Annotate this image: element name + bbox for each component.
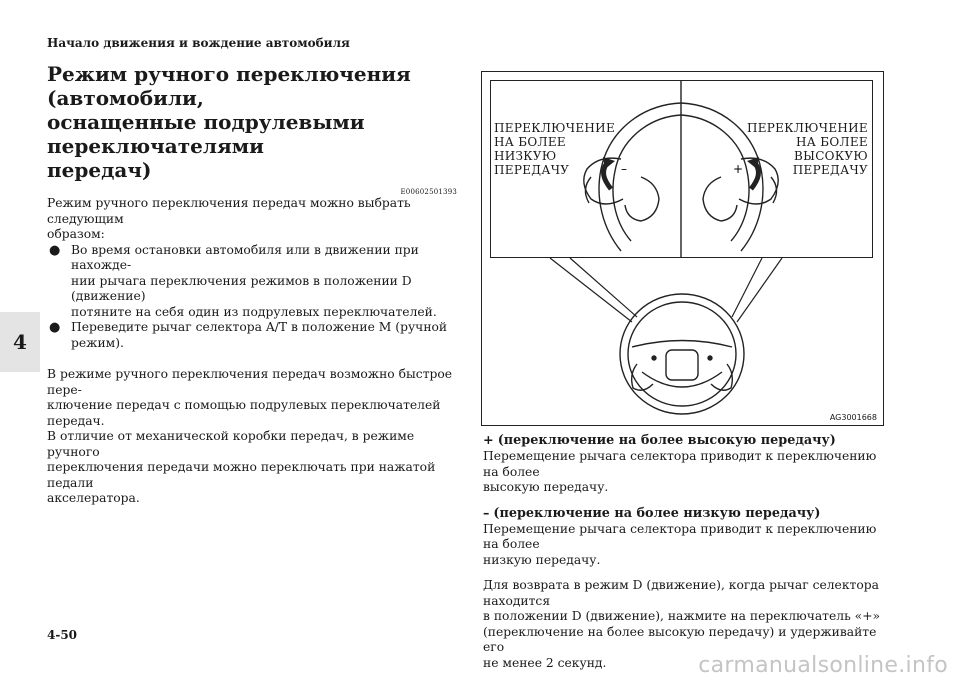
downshift-paragraph	[483, 522, 893, 569]
label-line: ПЕРЕКЛЮЧЕНИЕ	[746, 121, 868, 135]
title-line: передач)	[47, 158, 152, 182]
figure-code: AG3001668	[829, 413, 877, 422]
steering-wheel-overview	[620, 294, 744, 414]
page-number: 4-50	[47, 628, 78, 642]
text-line: образом:	[47, 227, 105, 241]
text-line: ключение передач с помощью подрулевых переключателей передач.	[47, 398, 441, 428]
label-downshift	[494, 121, 615, 177]
text-line: низкую передачу.	[483, 552, 601, 567]
upshift-paragraph	[483, 449, 893, 496]
label-line: ПЕРЕДАЧУ	[792, 163, 868, 177]
article-title	[47, 62, 457, 182]
text-line: акселератора.	[47, 491, 140, 505]
article	[47, 62, 457, 507]
bullet-list	[47, 243, 457, 352]
title-line: оснащенные подрулевыми переключателями	[47, 110, 365, 158]
minus-icon: –	[483, 505, 490, 521]
heading-text: (переключение на более высокую передачу)	[497, 433, 836, 448]
label-line: НА БОЛЕЕ	[796, 135, 868, 149]
text-line: переключения передачи можно переключать при нажатой педали	[47, 460, 436, 490]
bullet-item	[49, 320, 457, 351]
running-header: Начало движения и вождение автомобиля	[47, 36, 350, 50]
text-line: В отличие от механической коробки передач, в режиме ручного	[47, 429, 415, 459]
text-line: Для возврата в режим D (движение), когда рычаг селектора находится	[483, 578, 879, 608]
bullet-icon: ●	[49, 242, 61, 258]
text-line: потяните на себя один из подрулевых переключателей.	[71, 304, 437, 319]
text-line: Перемещение рычага селектора приводит к переключению на более	[483, 449, 877, 479]
label-line: НИЗКУЮ	[494, 149, 557, 163]
label-line: ПЕРЕКЛЮЧЕНИЕ	[494, 121, 616, 135]
text-line: В режиме ручного переключения передач возможно быстрое пере-	[47, 367, 453, 397]
bullet-item	[49, 242, 457, 321]
label-line: НА БОЛЕЕ	[494, 135, 566, 149]
bullet-icon: ●	[49, 320, 61, 335]
text-line: Режим ручного переключения передач можно выбрать следующим	[47, 196, 411, 226]
minus-mark: –	[621, 162, 627, 176]
plus-icon: +	[483, 433, 494, 448]
label-upshift	[747, 121, 868, 177]
text-line: (переключение на более высокую передачу) и удерживайте его	[483, 624, 877, 654]
text-line: Во время остановки автомобиля или в движении при нахожде-	[71, 242, 419, 272]
title-line: Режим ручного переключения (автомобили,	[47, 62, 411, 110]
upshift-heading	[483, 433, 893, 449]
paddle-shifter-figure	[481, 71, 884, 426]
body-paragraph	[47, 367, 457, 507]
plus-mark: +	[733, 162, 744, 176]
text-line: не менее 2 секунд.	[483, 655, 607, 670]
text-line: Перемещение рычага селектора приводит к переключению на более	[483, 521, 877, 551]
text-line: в положении D (движение), нажмите на переключатель «+»	[483, 609, 881, 623]
section-code: E00602501393	[400, 188, 457, 196]
figure-detail-panel	[490, 80, 873, 258]
text-line: Переведите рычаг селектора A/T в положение M (ручной	[71, 320, 448, 334]
intro-paragraph	[47, 196, 457, 243]
chapter-tab	[0, 312, 40, 372]
paddle-description	[483, 433, 893, 671]
label-line: ПЕРЕДАЧУ	[494, 163, 570, 177]
label-line: ВЫСОКУЮ	[793, 149, 868, 163]
text-line: режим).	[71, 335, 124, 350]
text-line: нии рычага переключения режимов в положении D (движение)	[71, 273, 412, 303]
chapter-number: 4	[13, 330, 27, 354]
text-line: высокую передачу.	[483, 480, 609, 494]
heading-text: (переключение на более низкую передачу)	[493, 505, 821, 521]
downshift-heading	[483, 506, 893, 522]
return-note-paragraph	[483, 578, 893, 671]
watermark: carmanualsonline.info	[698, 653, 948, 678]
